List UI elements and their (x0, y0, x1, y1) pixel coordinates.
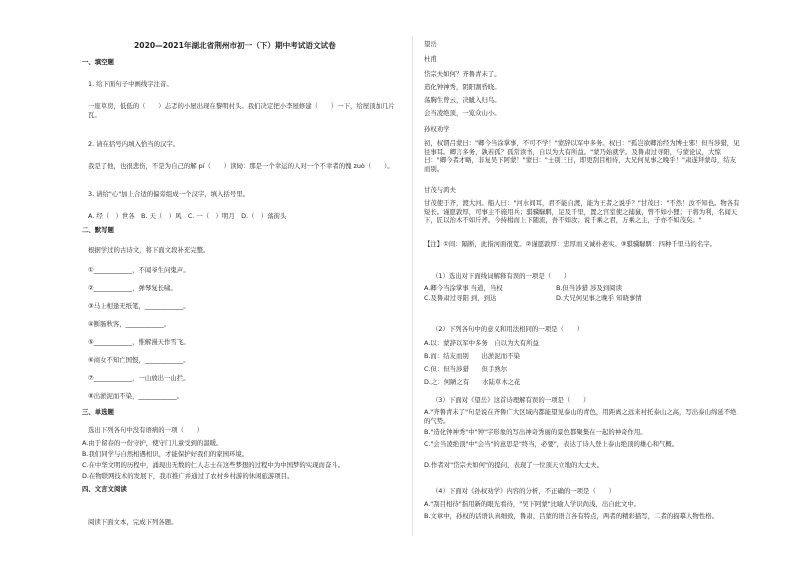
section-fill-in: 一、填空题 (82, 58, 114, 66)
sq3-option-a: A."齐鲁青未了"句是说在齐鲁广大区域内都能望见泰山的青色，用距离之远来衬托泰山之高，写出泰山绵延不绝的气势。 (424, 408, 737, 425)
prose1-text: 初，权谓吕蒙曰："卿今当涂掌事，不可不学！"蒙辞以军中多务。权曰："孤岂欲卿治经为博士邪！但当涉猎，见往事耳。卿言多务，孰若孤？孤常读书，自以为大有所益。"蒙乃始就学。及鲁肃过寻阳，与蒙论议，大惊曰："卿今者才略，非复吴下阿蒙！"蒙曰："士别三日，即更刮目相待，大兄何见事之晚乎！"肃遂拜蒙母，结友而别。 (424, 139, 740, 173)
dictation-line: ④断肠秋客，____________。 (88, 320, 171, 328)
dictation-line: ①____________，不闻爷生问鬼声。 (88, 266, 190, 274)
poem-line: 岱宗夫如何？齐鲁青未了。 (424, 70, 501, 78)
q3-prompt: 3. 请给"心"加上合适的偏旁组成一个汉字，填入括号里。 (88, 190, 249, 198)
sq1-option-b: B.但当涉猎 涉及到阅读 (556, 284, 622, 292)
poem-title: 望岳 (424, 40, 437, 48)
annotation-note: 【注】①间：隔断，此指河面很宽。②谨愿敦厚：忠厚而又诚朴老实。③骐骥騄駬：四种千里马的名字。 (424, 240, 716, 248)
sq1-prompt: （1）选出对下面线词解释有误的一项是（ ） (432, 272, 571, 280)
sq2-option-b: B.而：结友而别 出淤泥而不染 (424, 352, 520, 360)
q5-option-b: B.我们同学与自然相遇相识，才能保护好我们的家园环境。 (82, 450, 249, 458)
sq1-option-d: D.大兄何见事之晚乎 知晓事情 (556, 294, 642, 302)
q5-option-d: D.在物联网技术的发展下，我市推广并通过了农村乡村游的休闲旅游项目。 (82, 472, 294, 480)
q6-prompt: 阅读下面文本，完成下列各题。 (88, 518, 178, 526)
q4-prompt: 根据学过的古诗文，将下面文段补充完整。 (88, 246, 210, 254)
prose1-title: 孙权劝学 (424, 125, 450, 133)
q5-prompt: 选出下列各句中没有语病的一项（ ） (88, 426, 204, 434)
exam-title: 2020—2021年湖北省荆州市初一（下）期中考试语文试卷 (134, 41, 336, 50)
sq3-option-d: D.作者对"岱宗夫如何"的提问，表现了一位顶天立地的大丈夫。 (424, 461, 603, 469)
poem-line: 会当凌绝顶，一览众山小。 (424, 109, 501, 117)
dictation-line: ⑥商女不知亡国恨，____________。 (88, 356, 190, 364)
column-divider (412, 36, 413, 536)
sq4-option-a: A."刮目相待"指用新的眼光看待，"吴下阿蒙"比喻人学识尚浅，出自此文中。 (424, 500, 641, 508)
prose2-text: 甘茂使于齐，渡大河。船人曰："河水间耳，君不能自渡，能为王者之说乎？"甘茂曰："不然！汝不知也。物各有短长。谨愿敦厚，可事主不施用兵；骐骥騄駬，足及千里，置之宫室使之捕鼠，曾不如小狸；干将为利，名闻天下，匠以治木不如斤斧。今持楫而上下随流，吾不如汝；说千乘之君，万乘之主，子亦不如茂矣。" (424, 199, 740, 225)
dictation-line: ⑤____________，惟解漫天作雪飞。 (88, 338, 190, 346)
poem-line: 荡胸生曾云，决眦入归鸟。 (424, 96, 501, 104)
dictation-line: ②____________，弹琴复长啸。 (88, 284, 177, 292)
poem-author: 杜甫 (424, 55, 437, 63)
sq2-option-d: D.之：何陋之有 水陆草木之花 (424, 378, 521, 386)
right-column (424, 0, 742, 562)
sq1-option-a: A.卿今当涂掌事 当道，当权 (424, 284, 503, 292)
q2-text: 我是了他，也很悲伤，不是为自己的解 pí（ ）读恸：那是一个幸运的人对一个不幸者的愧 zuò（ ）。 (88, 162, 394, 170)
q2-prompt: 2. 请在括号内填入恰当的汉字。 (88, 140, 180, 148)
prose2-title: 甘茂与鸿夫 (424, 186, 456, 194)
sq4-option-b: B.文章中，孙权的话语认真细致，鲁肃、吕蒙的语言各有特点，两者的精彩描写，二者的描摹人物性格。 (424, 512, 718, 520)
sq1-option-c: C.及鲁肃过寻阳 到，到达 (424, 294, 497, 302)
left-column (82, 0, 402, 562)
sq3-option-c: C."会当凌绝顶"中"会当"的意思是"终当，必要"，表达了诗人登上泰山绝顶的雄心和气概。 (424, 440, 679, 448)
q5-option-a: A.由于留春的一份守护，使守门儿童受到的温暖。 (82, 439, 223, 447)
poem-line: 造化钟神秀，阴阳割昏晓。 (424, 83, 501, 91)
q5-option-c: C.在中华文明的历程中，涌现出无数的仁人志士在这些梦想的过程中为中国梦的实现而奋斗。 (82, 461, 345, 469)
q1-prompt: 1. 给下面句子中画线字注音。 (88, 80, 173, 88)
sq4-prompt: （4）下面对《孙权劝学》内容的分析，不正确的一项是（ ） (432, 487, 616, 495)
section-dictation: 二、默写题 (82, 226, 114, 234)
sq3-prompt: （3）下面对《望岳》这首诗理解有误的一项是（ ） (432, 396, 590, 404)
dictation-line: ③马上相逢无纸笔，____________。 (88, 302, 190, 310)
dictation-line: ⑦____________，一山放出一山拦。 (88, 374, 190, 382)
section-classical-reading: 四、文言文阅读 (82, 485, 127, 493)
sq3-option-b: B."造化钟神秀"中"钟"字形象的写出神奇秀丽的景色都聚集在一起的神奇作用。 (424, 428, 647, 436)
sq2-option-a: A.以：蒙辞以军中多务 自以为大有所益 (424, 339, 539, 347)
sq2-option-c: C.但：但当涉猎 但手熟尔 (424, 365, 508, 373)
section-single-choice: 三、单选题 (82, 408, 114, 416)
dictation-line: ⑧出淤泥而不染，____________。 (88, 392, 184, 400)
q3-options: A. 经（ ）世各 B. 天（ ）风 C. 一（ ）明月 D.（ ）落街头 (88, 212, 287, 220)
sq2-prompt: （2）下列各句中的意义和用法相同的一项是（ ） (432, 325, 584, 333)
q1-text: 一座草房，低低的（ ）忐忑的小屋出现在黎明村头。我们决定把小李屋修建（ ）一下，给屋顶加几片瓦。 (88, 102, 395, 119)
